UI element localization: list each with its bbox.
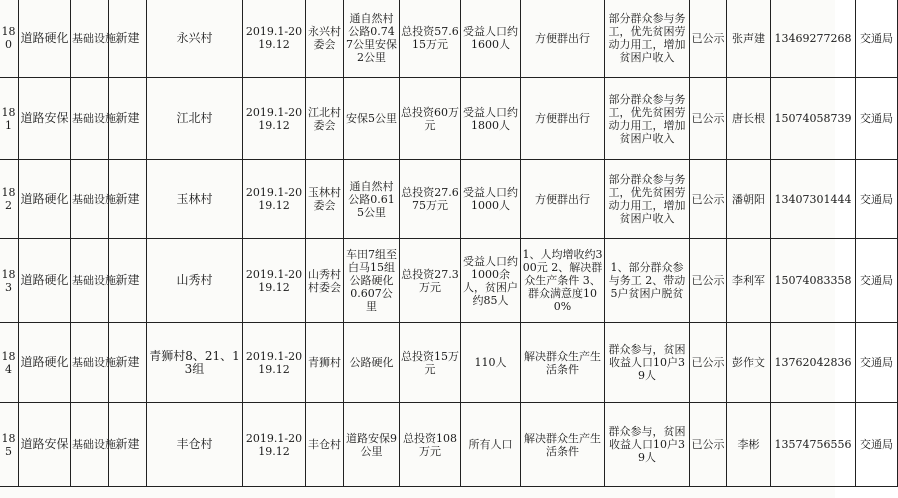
table-row xyxy=(0,403,898,487)
department-cell: 交通局 xyxy=(856,160,898,239)
publicity-cell: 已公示 xyxy=(690,160,727,239)
mechanism-cell: 群众参与，贫困收益人口10户39人 xyxy=(605,323,690,403)
mechanism-cell: 部分群众参与务工，优先贫困劳动力用工，增加贫困户收入 xyxy=(605,78,690,160)
content-cell: 车田7组至白马15组公路硬化0.607公里 xyxy=(344,239,400,323)
contact-cell: 彭作文 xyxy=(727,323,771,403)
publicity-cell: 已公示 xyxy=(690,239,727,323)
beneficiaries-cell: 受益人口约1000人 xyxy=(461,160,521,239)
category-cell: 基础设施 xyxy=(71,160,109,239)
nature-cell: 新建 xyxy=(109,323,147,403)
village-cell: 玉林村 xyxy=(147,160,243,239)
table-row xyxy=(0,160,898,239)
investment-cell: 总投资27.3万元 xyxy=(400,239,461,323)
publicity-cell: 已公示 xyxy=(690,0,727,78)
village-cell: 永兴村 xyxy=(147,0,243,78)
table-row xyxy=(0,0,898,78)
village-cell: 青狮村8、21、13组 xyxy=(147,323,243,403)
period-cell: 2019.1-2019.12 xyxy=(243,160,306,239)
village-cell: 丰仓村 xyxy=(147,403,243,487)
benefit-cell: 解决群众生产生活条件 xyxy=(521,323,605,403)
village-cell: 江北村 xyxy=(147,78,243,160)
contact-cell: 李彬 xyxy=(727,403,771,487)
unit-cell: 江北村委会 xyxy=(306,78,344,160)
beneficiaries-cell: 110人 xyxy=(461,323,521,403)
project-type-cell: 道路硬化 xyxy=(19,160,71,239)
village-cell: 山秀村 xyxy=(147,239,243,323)
row-number: 185 xyxy=(0,403,19,487)
benefit-cell: 方便群出行 xyxy=(521,0,605,78)
project-type-cell: 道路硬化 xyxy=(19,323,71,403)
department-cell: 交通局 xyxy=(856,323,898,403)
beneficiaries-cell: 受益人口约1800人 xyxy=(461,78,521,160)
investment-cell: 总投资60万元 xyxy=(400,78,461,160)
period-cell: 2019.1-2019.12 xyxy=(243,323,306,403)
row-number: 180 xyxy=(0,0,19,78)
phone-cell: 13762042836 xyxy=(771,323,856,403)
category-cell: 基础设施 xyxy=(71,323,109,403)
category-cell: 基础设施 xyxy=(71,403,109,487)
mechanism-cell: 部分群众参与务工，优先贫困劳动力用工，增加贫困户收入 xyxy=(605,0,690,78)
phone-cell: 13469277268 xyxy=(771,0,856,78)
department-cell: 交通局 xyxy=(856,239,898,323)
mechanism-cell: 1、部分群众参与务工 2、带动5户贫困户脱贫 xyxy=(605,239,690,323)
contact-cell: 张声建 xyxy=(727,0,771,78)
project-type-cell: 道路安保 xyxy=(19,78,71,160)
table-row xyxy=(0,323,898,403)
period-cell: 2019.1-2019.12 xyxy=(243,78,306,160)
unit-cell: 青狮村 xyxy=(306,323,344,403)
unit-cell: 玉林村委会 xyxy=(306,160,344,239)
contact-cell: 潘朝阳 xyxy=(727,160,771,239)
department-cell: 交通局 xyxy=(856,78,898,160)
publicity-cell: 已公示 xyxy=(690,78,727,160)
table-row xyxy=(0,78,898,160)
mechanism-cell: 群众参与，贫困收益人口10户39人 xyxy=(605,403,690,487)
publicity-cell: 已公示 xyxy=(690,323,727,403)
unit-cell: 永兴村委会 xyxy=(306,0,344,78)
publicity-cell: 已公示 xyxy=(690,403,727,487)
category-cell: 基础设施 xyxy=(71,239,109,323)
table-row xyxy=(0,239,898,323)
beneficiaries-cell: 受益人口约1000余人，贫困户约85人 xyxy=(461,239,521,323)
phone-cell: 15074083358 xyxy=(771,239,856,323)
department-cell: 交通局 xyxy=(856,0,898,78)
project-type-cell: 道路硬化 xyxy=(19,239,71,323)
nature-cell: 新建 xyxy=(109,239,147,323)
unit-cell: 丰仓村 xyxy=(306,403,344,487)
content-cell: 通自然村公路0.615公里 xyxy=(344,160,400,239)
beneficiaries-cell: 所有人口 xyxy=(461,403,521,487)
row-number: 182 xyxy=(0,160,19,239)
row-number: 183 xyxy=(0,239,19,323)
phone-cell: 13574756556 xyxy=(771,403,856,487)
row-number: 181 xyxy=(0,78,19,160)
period-cell: 2019.1-2019.12 xyxy=(243,403,306,487)
benefit-cell: 1、人均增收约300元 2、解决群众生产条件 3、群众满意度100% xyxy=(521,239,605,323)
category-cell: 基础设施 xyxy=(71,78,109,160)
beneficiaries-cell: 受益人口约1600人 xyxy=(461,0,521,78)
investment-cell: 总投资15万元 xyxy=(400,323,461,403)
category-cell: 基础设施 xyxy=(71,0,109,78)
benefit-cell: 方便群出行 xyxy=(521,78,605,160)
period-cell: 2019.1-2019.12 xyxy=(243,0,306,78)
content-cell: 通自然村公路0.747公里安保2公里 xyxy=(344,0,400,78)
unit-cell: 山秀村村委会 xyxy=(306,239,344,323)
investment-cell: 总投资57.615万元 xyxy=(400,0,461,78)
phone-cell: 13407301444 xyxy=(771,160,856,239)
content-cell: 公路硬化 xyxy=(344,323,400,403)
contact-cell: 李利军 xyxy=(727,239,771,323)
benefit-cell: 解决群众生产生活条件 xyxy=(521,403,605,487)
benefit-cell: 方便群出行 xyxy=(521,160,605,239)
nature-cell: 新建 xyxy=(109,160,147,239)
project-type-cell: 道路安保 xyxy=(19,403,71,487)
nature-cell: 新建 xyxy=(109,403,147,487)
department-cell: 交通局 xyxy=(856,403,898,487)
contact-cell: 唐长根 xyxy=(727,78,771,160)
content-cell: 安保5公里 xyxy=(344,78,400,160)
row-number: 184 xyxy=(0,323,19,403)
investment-cell: 总投资27.675万元 xyxy=(400,160,461,239)
nature-cell: 新建 xyxy=(109,78,147,160)
investment-cell: 总投资108万元 xyxy=(400,403,461,487)
nature-cell: 新建 xyxy=(109,0,147,78)
period-cell: 2019.1-2019.12 xyxy=(243,239,306,323)
project-type-cell: 道路硬化 xyxy=(19,0,71,78)
mechanism-cell: 部分群众参与务工，优先贫困劳动力用工，增加贫困户收入 xyxy=(605,160,690,239)
content-cell: 道路安保9公里 xyxy=(344,403,400,487)
phone-cell: 15074058739 xyxy=(771,78,856,160)
